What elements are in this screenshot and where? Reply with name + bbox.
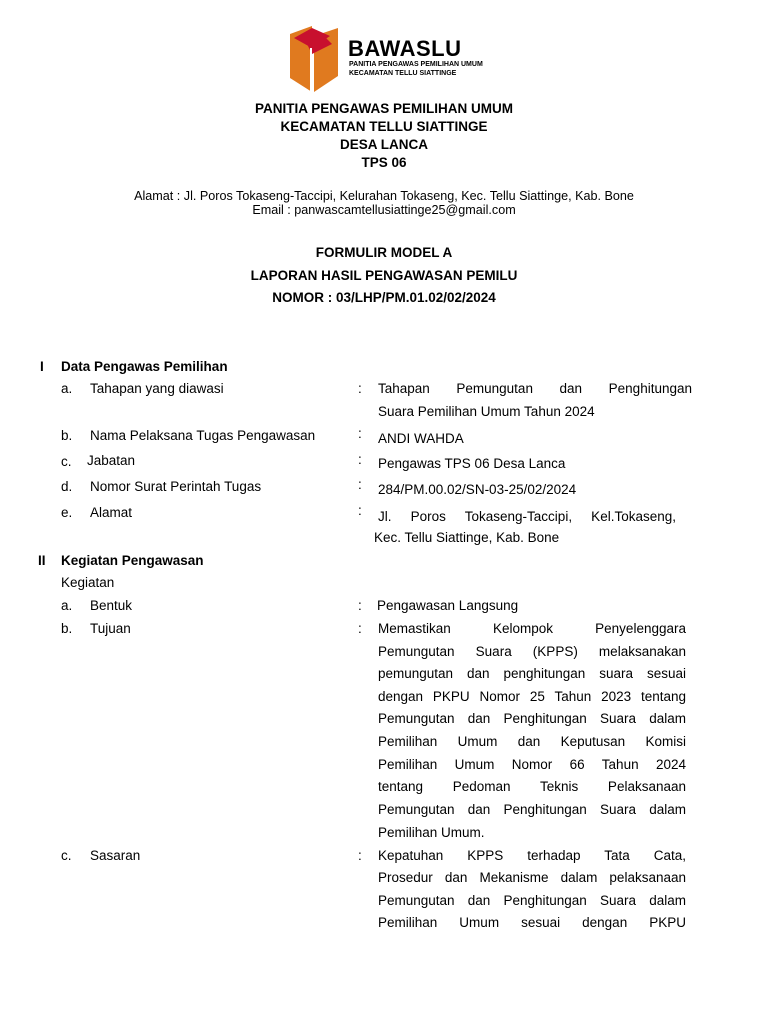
s2-item-a-value: Pengawasan Langsung xyxy=(377,598,519,613)
s2-c-line-1: Kepatuhan KPPS terhadap Tata Cata, xyxy=(378,848,686,863)
s1-item-e-letter: e. xyxy=(61,505,73,520)
section-1-heading: Data Pengawas Pemilihan xyxy=(61,359,228,374)
header-email: Email : panwascamtellusiattinge25@gmail.com xyxy=(252,203,516,217)
logo-subtitle-1: PANITIA PENGAWAS PEMILIHAN UMUM xyxy=(349,61,483,68)
s2-b-line-10: Pemilihan Umum. xyxy=(378,825,485,840)
s1-item-d-colon: : xyxy=(358,477,362,492)
report-title: LAPORAN HASIL PENGAWASAN PEMILU xyxy=(250,268,518,283)
s2-item-c-letter: c. xyxy=(61,848,72,863)
s1-item-b-colon: : xyxy=(358,426,362,441)
header-kecamatan: KECAMATAN TELLU SIATTINGE xyxy=(280,119,488,134)
s1-item-d-label: Nomor Surat Perintah Tugas xyxy=(90,479,262,494)
s1-item-e-label: Alamat xyxy=(90,505,133,520)
s1-item-b-letter: b. xyxy=(61,428,73,443)
s1-item-a-value-2: Suara Pemilihan Umum Tahun 2024 xyxy=(378,404,595,419)
s1-item-c-value: Pengawas TPS 06 Desa Lanca xyxy=(378,456,566,471)
s1-item-a-value-1: Tahapan Pemungutan dan Penghitungan xyxy=(378,381,692,396)
s2-c-line-3: Pemungutan dan Penghitungan Suara dalam xyxy=(378,893,686,908)
s2-b-line-2: Pemungutan Suara (KPPS) melaksanakan xyxy=(378,644,686,659)
header-address: Alamat : Jl. Poros Tokaseng-Taccipi, Kelurahan Tokaseng, Kec. Tellu Siattinge, Kab. Bone xyxy=(134,189,634,203)
bawaslu-emblem-icon xyxy=(282,26,342,92)
s2-b-line-1: Memastikan Kelompok Penyelenggara xyxy=(378,621,686,636)
s2-b-line-6: Pemilihan Umum dan Keputusan Komisi xyxy=(378,734,686,749)
s2-item-c-colon: : xyxy=(358,848,362,863)
s2-item-b-label: Tujuan xyxy=(90,621,131,636)
section-2-heading: Kegiatan Pengawasan xyxy=(61,553,204,568)
report-number: NOMOR : 03/LHP/PM.01.02/02/2024 xyxy=(272,290,496,305)
s1-item-d-value: 284/PM.00.02/SN-03-25/02/2024 xyxy=(378,482,577,497)
section-1-number: I xyxy=(40,359,44,374)
s2-item-c-label: Sasaran xyxy=(90,848,141,863)
s1-item-c-label: Jabatan xyxy=(87,453,136,468)
s2-b-line-5: Pemungutan dan Penghitungan Suara dalam xyxy=(378,711,686,726)
bawaslu-logo xyxy=(282,26,482,92)
s2-item-a-letter: a. xyxy=(61,598,73,613)
s1-item-e-value-1: Jl. Poros Tokaseng-Taccipi, Kel.Tokaseng, xyxy=(378,509,676,524)
s1-item-a-label: Tahapan yang diawasi xyxy=(90,381,224,396)
s2-item-b-colon: : xyxy=(358,621,362,636)
header-desa: DESA LANCA xyxy=(339,137,428,152)
s1-item-a-letter: a. xyxy=(61,381,73,396)
section-2-subheading: Kegiatan xyxy=(61,575,115,590)
s2-c-line-2: Prosedur dan Mekanisme dalam pelaksanaan xyxy=(378,870,686,885)
s2-item-a-colon: : xyxy=(358,598,362,613)
s1-item-b-value: ANDI WAHDA xyxy=(378,431,464,446)
s1-item-c-letter: c. xyxy=(61,454,72,469)
s1-item-e-colon: : xyxy=(358,503,362,518)
s1-item-b-label: Nama Pelaksana Tugas Pengawasan xyxy=(90,428,316,443)
s2-item-b-letter: b. xyxy=(61,621,73,636)
s2-item-a-label: Bentuk xyxy=(90,598,133,613)
header-org: PANITIA PENGAWAS PEMILIHAN UMUM xyxy=(254,101,513,116)
s2-c-line-4: Pemilihan Umum sesuai dengan PKPU xyxy=(378,915,686,930)
s1-item-d-letter: d. xyxy=(61,479,73,494)
header-tps: TPS 06 xyxy=(361,155,407,170)
section-2-number: II xyxy=(38,553,46,568)
s2-b-line-9: Pemungutan dan Penghitungan Suara dalam xyxy=(378,802,686,817)
s2-b-line-8: tentang Pedoman Teknis Pelaksanaan xyxy=(378,779,686,794)
s1-item-a-colon: : xyxy=(358,381,362,396)
s2-b-line-3: pemungutan dan penghitungan suara sesuai xyxy=(378,666,686,681)
logo-name: BAWASLU xyxy=(348,36,462,61)
s1-item-e-value-2: Kec. Tellu Siattinge, Kab. Bone xyxy=(374,530,560,545)
s2-b-line-7: Pemilihan Umum Nomor 66 Tahun 2024 xyxy=(378,757,686,772)
logo-subtitle-2: KECAMATAN TELLU SIATTINGE xyxy=(349,70,457,77)
s1-item-c-colon: : xyxy=(358,452,362,467)
s2-b-line-4: dengan PKPU Nomor 25 Tahun 2023 tentang xyxy=(378,689,686,704)
form-title: FORMULIR MODEL A xyxy=(315,245,453,260)
